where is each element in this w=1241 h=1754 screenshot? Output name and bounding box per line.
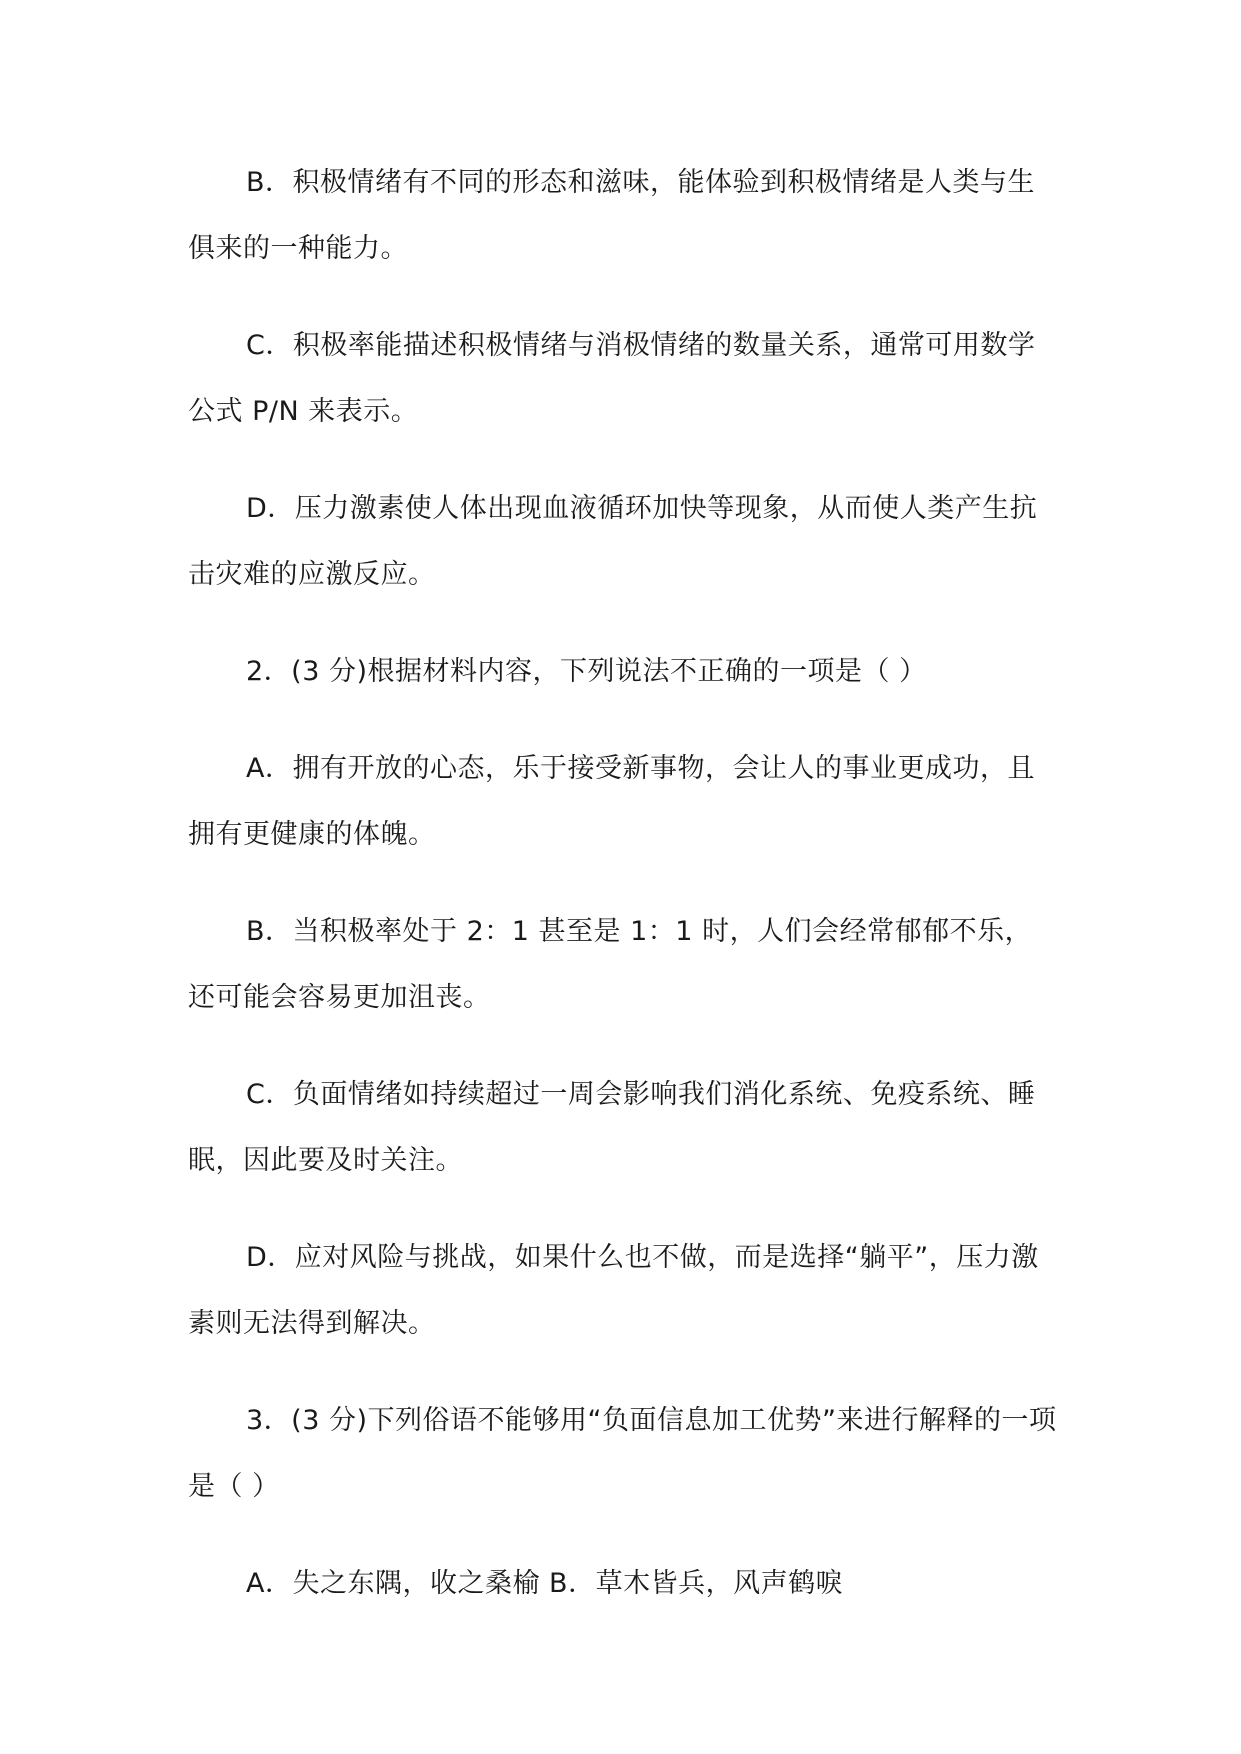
option-c-q1: C．积极率能描述积极情绪与消极情绪的数量关系，通常可用数学公式 P/N 来表示。 [188,330,1036,427]
option-d-q1: D．压力激素使人体出现血液循环加快等现象，从而使人类产生抗击灾难的应激反应。 [188,493,1038,590]
option-d-q2: D．应对风险与挑战，如果什么也不做，而是选择“躺平”，压力激素则无法得到解决。 [188,1242,1039,1339]
option-b-q2: B．当积极率处于 2：1 甚至是 1：1 时，人们会经常郁郁不乐，还可能会容易更加沮丧。 [188,916,1033,1013]
option-a-q2: A．拥有开放的心态，乐于接受新事物，会让人的事业更成功，且拥有更健康的体魄。 [188,753,1035,850]
option-c-q2: C．负面情绪如持续超过一周会影响我们消化系统、免疫系统、睡眠，因此要及时关注。 [188,1079,1036,1176]
question-2: 2．(3 分)根据材料内容，下列说法不正确的一项是（ ） [246,656,927,687]
options-a-b-q3: A．失之东隅，收之桑榆 B．草木皆兵，风声鹤唳 [246,1568,844,1599]
option-b-q1: B．积极情绪有不同的形态和滋味，能体验到积极情绪是人类与生俱来的一种能力。 [188,167,1036,264]
document-body [188,150,1058,1648]
question-3: 3．(3 分)下列俗语不能够用“负面信息加工优势”来进行解释的一项是（ ） [188,1405,1057,1502]
